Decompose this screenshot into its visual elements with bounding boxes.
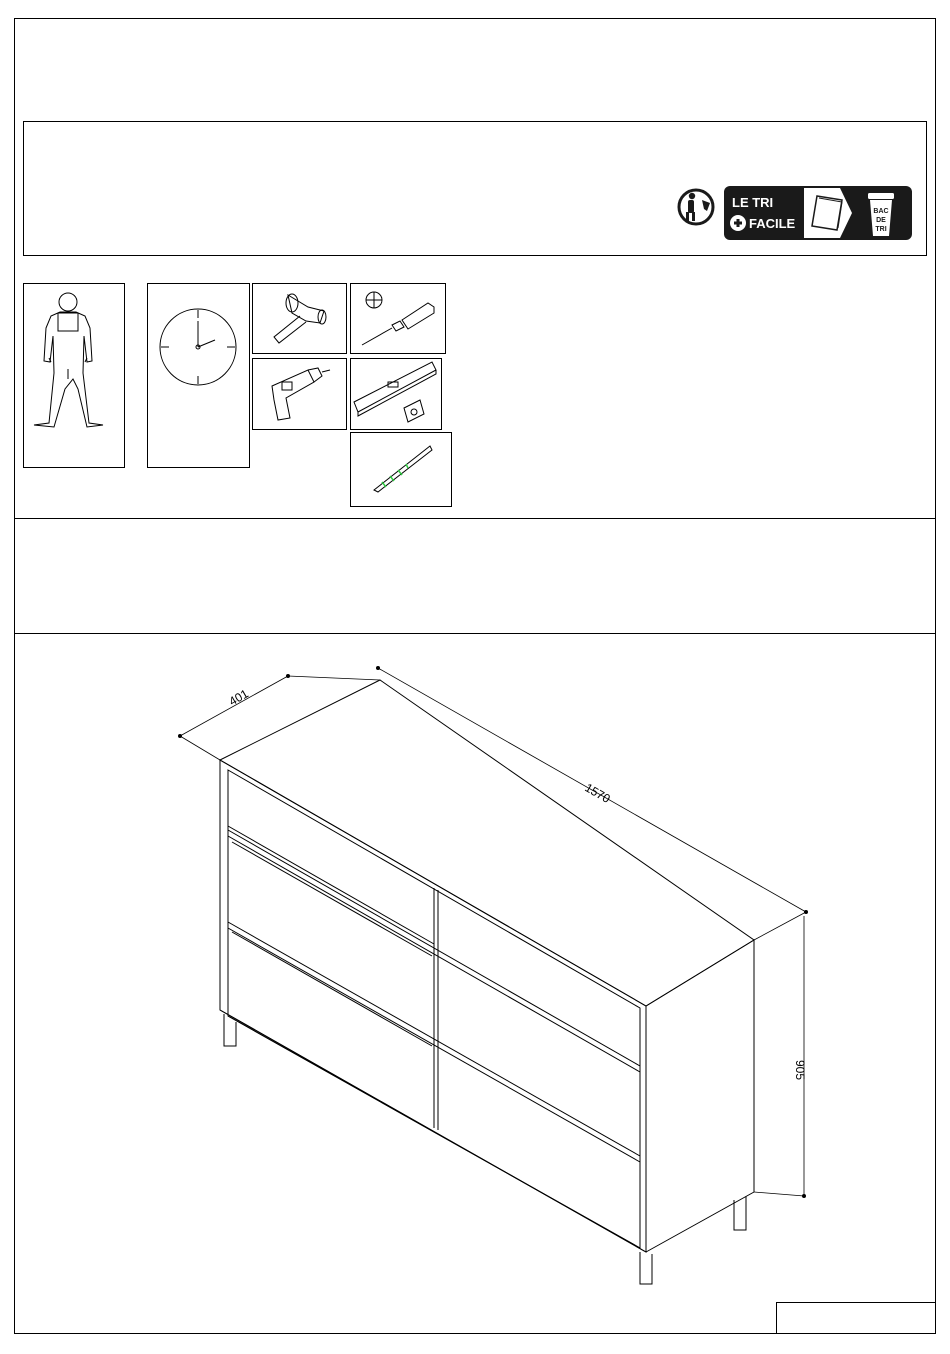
logo-line2: FACILE [749,216,796,231]
height-dimension: 905 [793,1060,807,1081]
width-dimension: 1570 [582,780,613,806]
bin-label-3: TRI [875,226,887,233]
bin-label-2: DE [876,217,886,224]
page-number-box [776,1302,936,1334]
logo-line1: LE TRI [732,195,774,210]
bin-label-1: BAC [873,208,889,215]
depth-dimension: 401 [226,686,251,709]
